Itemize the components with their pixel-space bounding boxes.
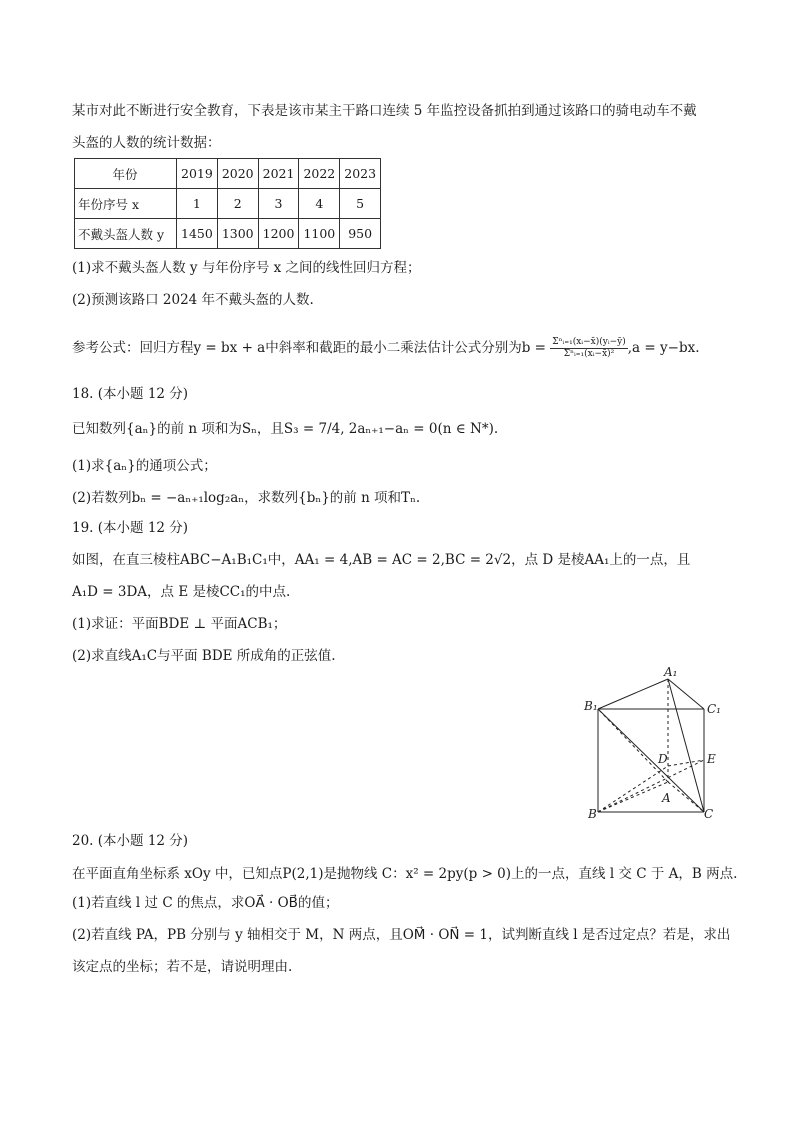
edge-a1-c bbox=[668, 679, 704, 812]
b-fraction bbox=[550, 337, 628, 360]
q18-title: 18. (本小题 12 分) bbox=[72, 386, 189, 402]
regression-equation: y = bx + a bbox=[193, 340, 266, 356]
intro-line-1: 某市对此不断进行安全教育，下表是该市某主干路口连续 5 年监控设备抓拍到通过该路口的骑电动车不戴 bbox=[72, 103, 697, 119]
table-row-count bbox=[75, 219, 381, 249]
label-c1: C₁ bbox=[707, 702, 721, 716]
index-cell: 3 bbox=[258, 189, 299, 219]
label-a1: A₁ bbox=[664, 665, 678, 679]
q20-title: 20. (本小题 12 分) bbox=[72, 833, 189, 849]
label-b: B bbox=[588, 807, 597, 821]
a-equation: ,a = y−bx. bbox=[627, 340, 700, 356]
label-e: E bbox=[707, 752, 716, 766]
q20-stem: 在平面直角坐标系 xOy 中，已知点P(2,1)是抛物线 C：x² = 2py(p > 0)上的一点，直线 l 交 C 于 A，B 两点. bbox=[72, 866, 738, 882]
edge-b1-a1 bbox=[598, 679, 668, 709]
edge-a-b1 bbox=[598, 709, 668, 782]
q18-part-1: (1)求{aₙ}的通项公式； bbox=[72, 458, 217, 474]
q17-part-2: (2)预测该路口 2024 年不戴头盔的人数. bbox=[72, 292, 314, 308]
formula-prefix: 参考公式：回归方程 bbox=[72, 340, 194, 356]
year-cell: 2020 bbox=[217, 159, 258, 189]
label-b1: B₁ bbox=[584, 699, 598, 713]
formula-middle: 中斜率和截距的最小二乘法估计公式分别为 bbox=[265, 340, 522, 356]
count-cell: 1450 bbox=[177, 219, 218, 249]
edge-b-a bbox=[598, 782, 668, 812]
year-cell: 2022 bbox=[299, 159, 340, 189]
edge-a1-c1 bbox=[668, 679, 704, 709]
b-denominator: Σⁿᵢ₌₁(xᵢ−x̄)² bbox=[563, 349, 615, 359]
index-cell: 4 bbox=[299, 189, 340, 219]
q20-part-1: (1)若直线 l 过 C 的焦点，求OA⃗ · OB⃗的值； bbox=[72, 895, 339, 911]
year-cell: 2023 bbox=[340, 159, 381, 189]
label-d: D bbox=[658, 752, 668, 766]
table-row-index bbox=[75, 189, 381, 219]
statistics-table bbox=[74, 158, 381, 249]
edge-b1-c bbox=[598, 709, 704, 812]
year-cell: 2019 bbox=[177, 159, 218, 189]
q19-stem-1: 如图，在直三棱柱ABC−A₁B₁C₁中，AA₁ = 4,AB = AC = 2,BC = 2√2，点 D 是棱AA₁上的一点，且 bbox=[72, 552, 691, 568]
b-lhs: b = bbox=[521, 340, 546, 356]
q19-stem-2: A₁D = 3DA，点 E 是棱CC₁的中点. bbox=[72, 584, 291, 600]
q20-part-2-line-2: 该定点的坐标；若不是，请说明理由. bbox=[72, 959, 293, 975]
q18-part-2: (2)若数列bₙ = −aₙ₊₁log₂aₙ，求数列{bₙ}的前 n 项和Tₙ. bbox=[72, 490, 421, 506]
intro-line-2: 头盔的人数的统计数据： bbox=[72, 135, 221, 151]
q17-part-1: (1)求不戴头盔人数 y 与年份序号 x 之间的线性回归方程； bbox=[72, 260, 421, 276]
count-cell: 950 bbox=[340, 219, 381, 249]
label-a: A bbox=[662, 791, 671, 805]
b-numerator: Σⁿᵢ₌₁(xᵢ−x̄)(yᵢ−ȳ) bbox=[552, 337, 626, 347]
edge-b-e bbox=[598, 760, 704, 812]
edge-d-e bbox=[668, 760, 704, 766]
row-label-year: 年份 bbox=[75, 159, 177, 189]
label-c: C bbox=[704, 807, 714, 821]
index-cell: 5 bbox=[340, 189, 381, 219]
edge-b-d bbox=[598, 766, 668, 812]
count-cell: 1200 bbox=[258, 219, 299, 249]
year-cell: 2021 bbox=[258, 159, 299, 189]
table-row-year bbox=[75, 159, 381, 189]
row-label-index: 年份序号 x bbox=[75, 189, 177, 219]
index-cell: 2 bbox=[217, 189, 258, 219]
row-label-count: 不戴头盔人数 y bbox=[75, 219, 177, 249]
index-cell: 1 bbox=[177, 189, 218, 219]
q19-part-2: (2)求直线A₁C与平面 BDE 所成角的正弦值. bbox=[72, 648, 336, 664]
q20-part-2-line-1: (2)若直线 PA，PB 分别与 y 轴相交于 M，N 两点，且OM⃗ · ON⃗ = 1，试判断直线 l 是否过定点？若是，求出 bbox=[72, 927, 731, 943]
q19-title: 19. (本小题 12 分) bbox=[72, 520, 189, 536]
reference-formula bbox=[72, 337, 699, 360]
q18-stem: 已知数列{aₙ}的前 n 项和为Sₙ，且S₃ = 7/4, 2aₙ₊₁−aₙ = 0(n ∈ N*). bbox=[72, 421, 499, 437]
count-cell: 1100 bbox=[299, 219, 340, 249]
prism-figure bbox=[580, 664, 730, 826]
count-cell: 1300 bbox=[217, 219, 258, 249]
q19-part-1: (1)求证：平面BDE ⊥ 平面ACB₁； bbox=[72, 616, 287, 632]
edge-a-c bbox=[668, 782, 704, 812]
